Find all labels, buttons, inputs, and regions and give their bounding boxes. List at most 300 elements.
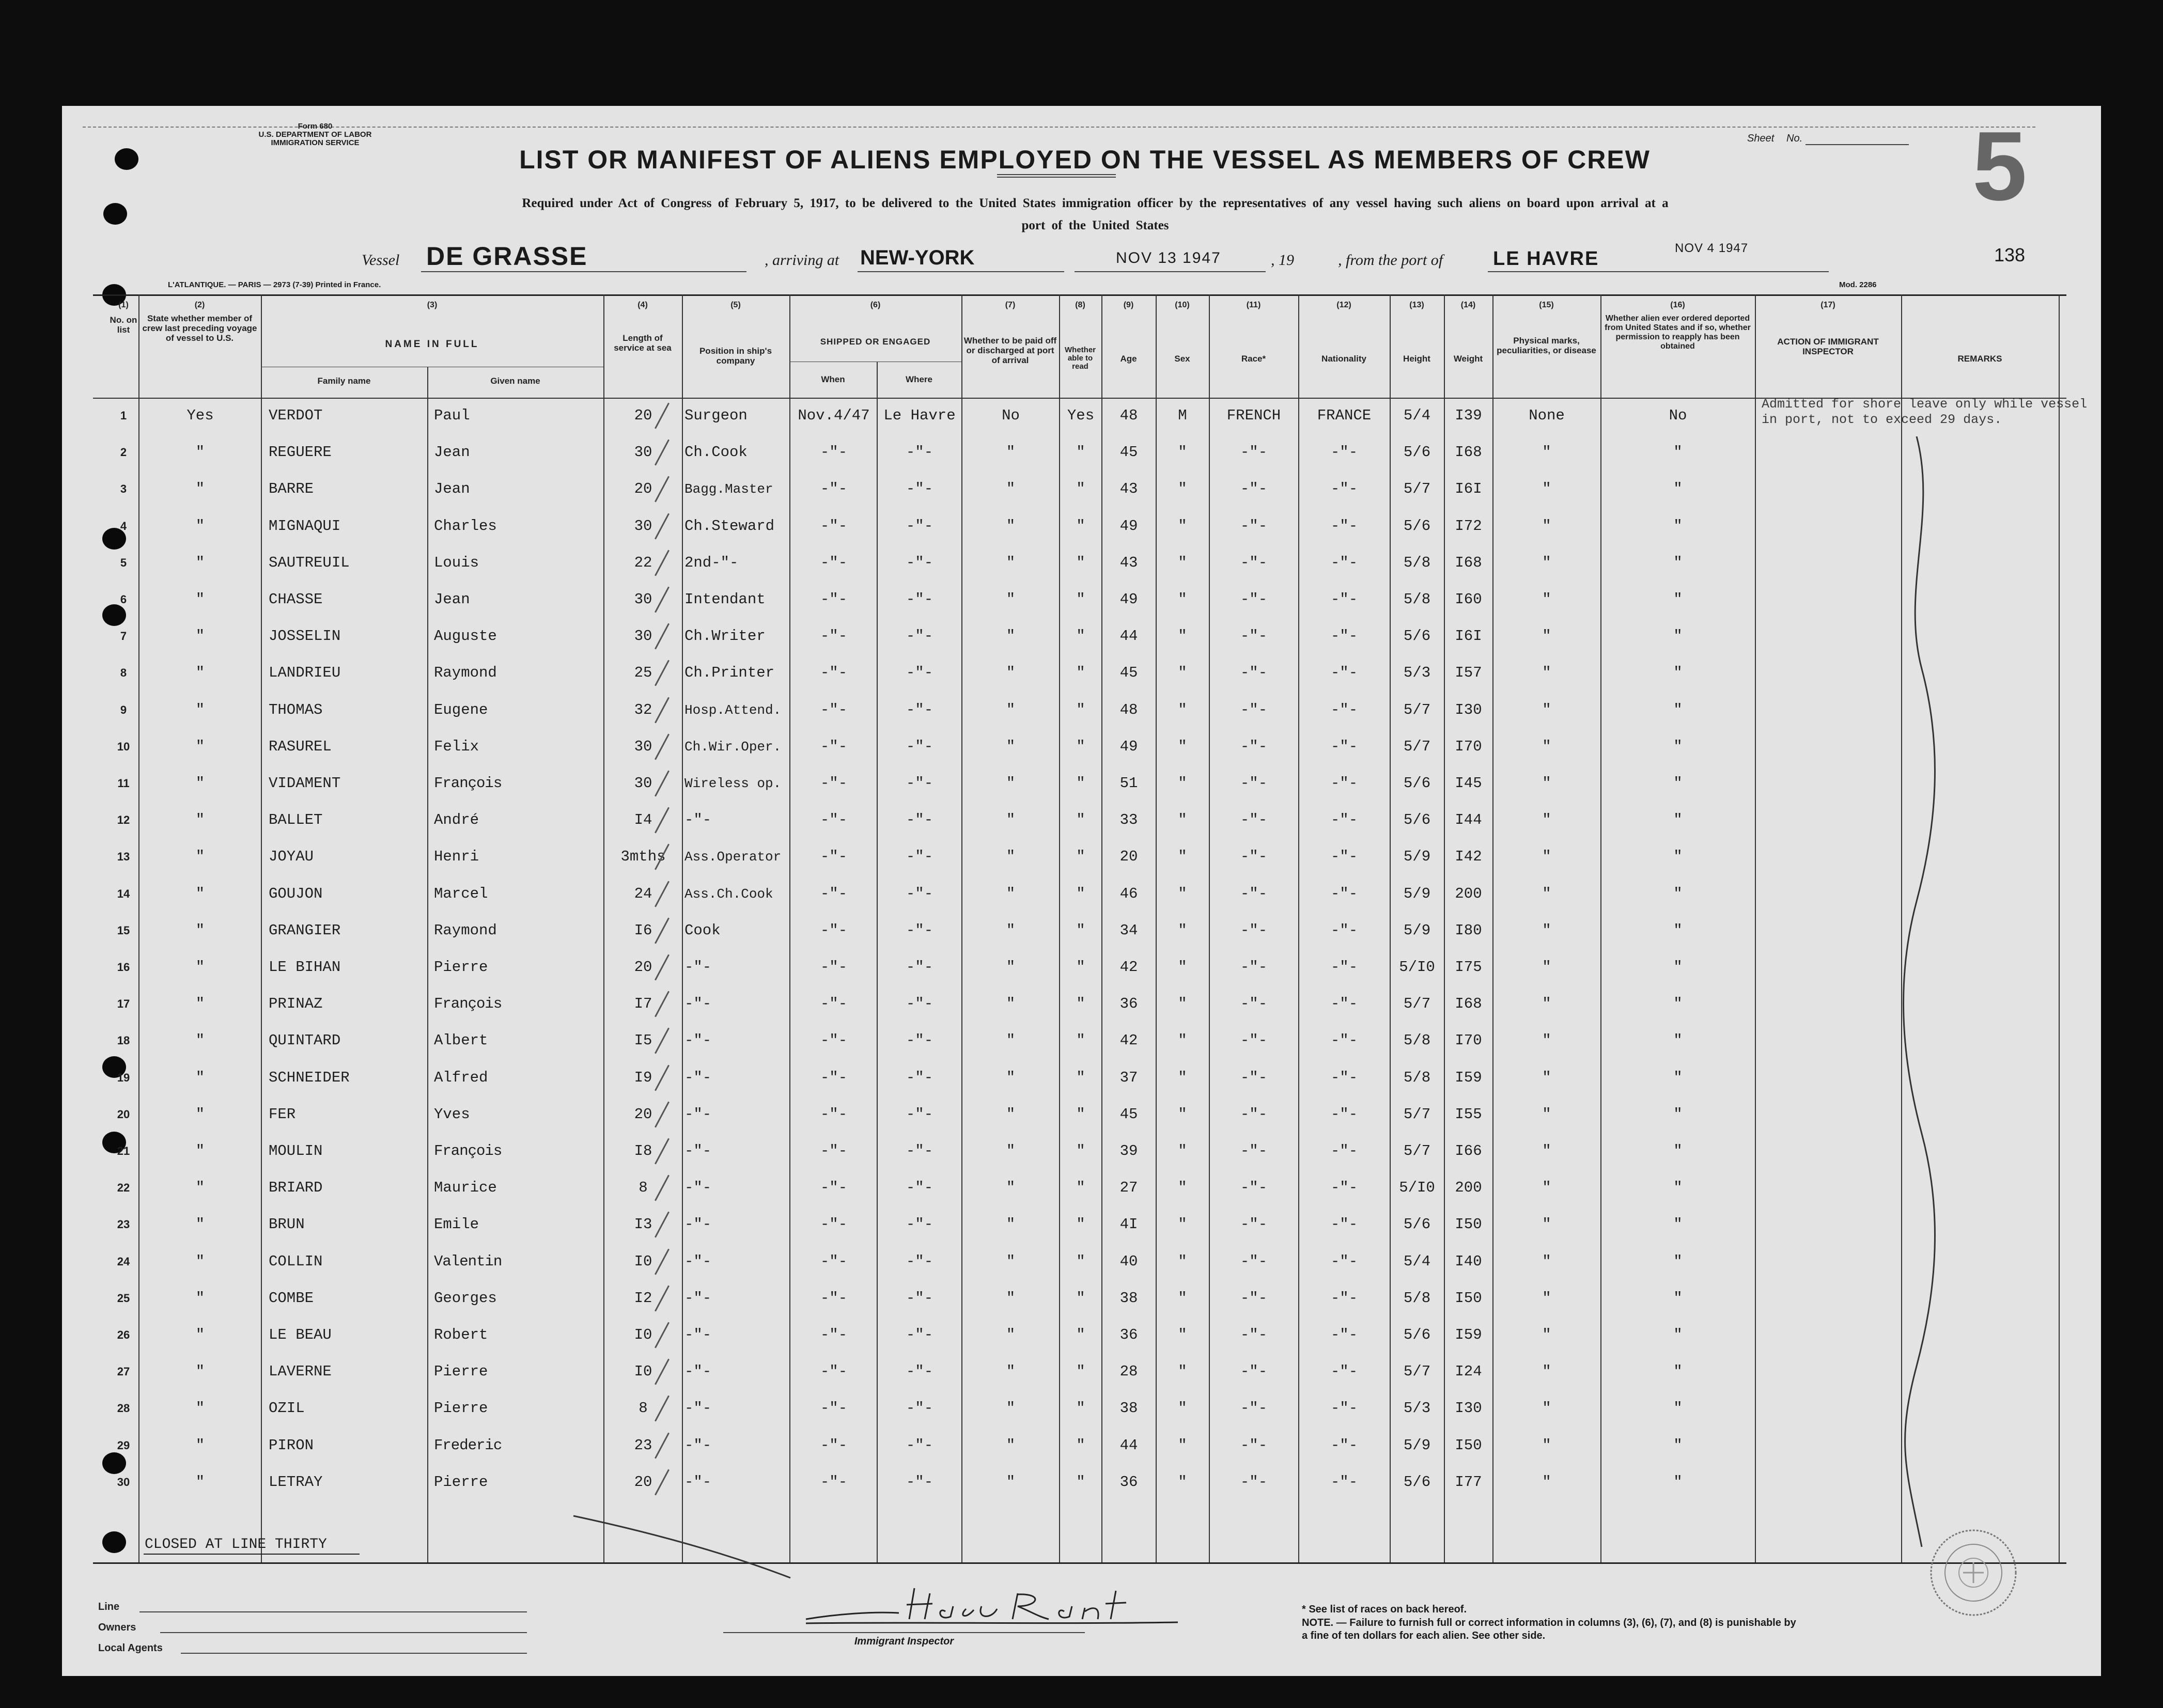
height-cell: 5/I0 xyxy=(1399,1179,1435,1197)
physical-marks-cell: " xyxy=(1542,517,1551,535)
height-cell: 5/4 xyxy=(1403,1252,1431,1270)
age-cell: 38 xyxy=(1119,1289,1138,1307)
age-cell: 43 xyxy=(1119,480,1138,498)
previous-voyage-cell: " xyxy=(195,1142,205,1159)
shipped-when-cell: -"- xyxy=(820,885,848,902)
age-cell: 44 xyxy=(1119,628,1138,645)
nationality-cell: -"- xyxy=(1330,1400,1358,1417)
nationality-cell: -"- xyxy=(1330,1069,1358,1086)
weight-cell: I6I xyxy=(1455,628,1482,645)
deported-cell: " xyxy=(1673,959,1683,976)
paid-off-cell: " xyxy=(1006,1436,1016,1454)
given-name-cell: Pierre xyxy=(434,959,488,976)
position-cell: -"- xyxy=(684,1142,712,1159)
table-row xyxy=(62,1133,2101,1169)
row-number: 12 xyxy=(117,813,130,827)
shipped-when-cell: -"- xyxy=(820,811,848,829)
service-length-cell: 30 xyxy=(634,591,652,608)
physical-marks-cell: " xyxy=(1542,1473,1551,1491)
family-name-cell: COLLIN xyxy=(269,1252,323,1270)
race-cell: -"- xyxy=(1240,775,1268,792)
nationality-cell: -"- xyxy=(1330,885,1358,902)
height-cell: 5/9 xyxy=(1403,1436,1431,1454)
sex-cell: " xyxy=(1178,811,1187,829)
given-name-cell: Felix xyxy=(434,738,479,755)
given-name-cell: André xyxy=(434,811,479,829)
nationality-cell: -"- xyxy=(1330,921,1358,939)
deported-cell: " xyxy=(1673,480,1683,498)
service-length-cell: I3 xyxy=(634,1216,652,1233)
family-name-cell: PIRON xyxy=(269,1436,314,1454)
family-name-cell: CHASSE xyxy=(269,591,323,608)
deported-cell: " xyxy=(1673,444,1683,461)
age-cell: 51 xyxy=(1119,775,1138,792)
sex-cell: " xyxy=(1178,664,1187,682)
age-cell: 43 xyxy=(1119,554,1138,571)
shipped-when-cell: -"- xyxy=(820,517,848,535)
deported-cell: " xyxy=(1673,1363,1683,1381)
position-cell: Ch.Steward xyxy=(684,517,775,535)
col-num-6: (6) xyxy=(870,301,881,309)
age-cell: 36 xyxy=(1119,1326,1138,1343)
physical-marks-cell: None xyxy=(1529,407,1565,424)
service-length-cell: I4 xyxy=(634,811,652,829)
paid-off-cell: " xyxy=(1006,1363,1016,1381)
nationality-cell: -"- xyxy=(1330,628,1358,645)
position-cell: -"- xyxy=(684,1400,712,1417)
given-name-cell: Raymond xyxy=(434,664,497,682)
race-cell: -"- xyxy=(1240,1252,1268,1270)
race-cell: -"- xyxy=(1240,1032,1268,1049)
shipped-when-cell: -"- xyxy=(820,444,848,461)
weight-cell: I59 xyxy=(1455,1326,1482,1343)
inspector-signature xyxy=(796,1583,1188,1640)
paid-off-cell: " xyxy=(1006,664,1016,682)
from-port-label: , from the port of xyxy=(1338,252,1443,269)
deported-cell: " xyxy=(1673,1179,1683,1197)
paid-off-cell: " xyxy=(1006,444,1016,461)
given-name-cell: Pierre xyxy=(434,1473,488,1491)
position-cell: Ch.Writer xyxy=(684,628,766,645)
previous-voyage-cell: " xyxy=(195,995,205,1013)
position-cell: Ass.Ch.Cook xyxy=(684,886,773,902)
position-cell: Intendant xyxy=(684,591,766,608)
footer-line-label: Line xyxy=(98,1601,120,1612)
age-cell: 42 xyxy=(1119,1032,1138,1049)
height-cell: 5/9 xyxy=(1403,848,1431,866)
height-cell: 5/6 xyxy=(1403,1473,1431,1491)
nationality-cell: -"- xyxy=(1330,1179,1358,1197)
weight-cell: I50 xyxy=(1455,1436,1482,1454)
weight-cell: I44 xyxy=(1455,811,1482,829)
from-port: LE HAVRE xyxy=(1493,248,1599,270)
row-number: 8 xyxy=(120,666,127,680)
age-cell: 36 xyxy=(1119,995,1138,1013)
weight-cell: I6I xyxy=(1455,480,1482,498)
race-cell: -"- xyxy=(1240,885,1268,902)
able-to-read-cell: " xyxy=(1076,1436,1085,1454)
nationality-cell: -"- xyxy=(1330,1105,1358,1123)
sheet-label: Sheet xyxy=(1747,133,1775,144)
table-row xyxy=(62,839,2101,875)
able-to-read-cell: " xyxy=(1076,1289,1085,1307)
sex-cell: " xyxy=(1178,1032,1187,1049)
nationality-cell: -"- xyxy=(1330,1032,1358,1049)
nationality-cell: -"- xyxy=(1330,554,1358,571)
age-cell: 46 xyxy=(1119,885,1138,902)
row-number: 11 xyxy=(117,777,130,790)
height-cell: 5/3 xyxy=(1403,1400,1431,1417)
deported-cell: " xyxy=(1673,775,1683,792)
shipped-when-cell: -"- xyxy=(820,1326,848,1343)
header-physical-marks: Physical marks, peculiarities, or disease xyxy=(1497,336,1596,355)
shipped-when-cell: -"- xyxy=(820,1436,848,1454)
shipped-when-cell: -"- xyxy=(820,959,848,976)
row-number: 30 xyxy=(117,1475,130,1488)
weight-cell: I66 xyxy=(1455,1142,1482,1159)
given-name-cell: Valentin xyxy=(434,1252,502,1270)
shipped-when-cell: -"- xyxy=(820,995,848,1013)
position-cell: -"- xyxy=(684,1216,712,1233)
deported-cell: " xyxy=(1673,1069,1683,1086)
height-cell: 5/8 xyxy=(1403,1069,1431,1086)
nationality-cell: -"- xyxy=(1330,811,1358,829)
row-number: 19 xyxy=(117,1071,130,1084)
height-cell: 5/6 xyxy=(1403,444,1431,461)
position-cell: -"- xyxy=(684,1436,712,1454)
sex-cell: " xyxy=(1178,848,1187,866)
shipped-when-cell: -"- xyxy=(820,1069,848,1086)
header-shipped-or-engaged: SHIPPED OR ENGAGED xyxy=(820,337,931,347)
stamp-number: 138 xyxy=(1994,244,2026,265)
shipped-where-cell: -"- xyxy=(906,591,933,608)
service-length-cell: 30 xyxy=(634,738,652,755)
weight-cell: I75 xyxy=(1455,959,1482,976)
age-cell: 36 xyxy=(1119,1473,1138,1491)
deported-cell: " xyxy=(1673,1289,1683,1307)
race-cell: -"- xyxy=(1240,628,1268,645)
table-row xyxy=(62,1354,2101,1390)
previous-voyage-cell: " xyxy=(195,444,205,461)
family-name-cell: SAUTREUIL xyxy=(269,554,350,571)
header-no-on-list: No. on list xyxy=(110,315,137,335)
race-cell: -"- xyxy=(1240,1363,1268,1381)
height-cell: 5/3 xyxy=(1403,664,1431,682)
table-row xyxy=(62,1170,2101,1206)
sex-cell: " xyxy=(1178,480,1187,498)
footer-local-agents-label: Local Agents xyxy=(98,1642,163,1654)
given-name-cell: Georges xyxy=(434,1289,497,1307)
sex-cell: " xyxy=(1178,554,1187,571)
shipped-when-cell: -"- xyxy=(820,1473,848,1491)
height-cell: 5/7 xyxy=(1403,480,1431,498)
header-name-in-full: NAME IN FULL xyxy=(385,339,479,350)
family-name-cell: REGUERE xyxy=(269,444,332,461)
previous-voyage-cell: " xyxy=(195,738,205,755)
position-cell: Ch.Printer xyxy=(684,664,775,682)
weight-cell: I39 xyxy=(1455,407,1482,424)
row-number: 20 xyxy=(117,1107,130,1121)
nationality-cell: -"- xyxy=(1330,1363,1358,1381)
previous-voyage-cell: " xyxy=(195,1216,205,1233)
given-name-cell: Jean xyxy=(434,480,470,498)
arriving-label: , arriving at xyxy=(765,252,839,269)
deported-cell: " xyxy=(1673,1105,1683,1123)
position-cell: Ch.Cook xyxy=(684,444,748,461)
shipped-where-cell: -"- xyxy=(906,1326,933,1343)
sex-cell: " xyxy=(1178,1105,1187,1123)
paid-off-cell: " xyxy=(1006,775,1016,792)
deported-cell: " xyxy=(1673,1436,1683,1454)
header-weight: Weight xyxy=(1453,354,1483,364)
paid-off-cell: " xyxy=(1006,738,1016,755)
age-cell: 28 xyxy=(1119,1363,1138,1381)
paid-off-cell: " xyxy=(1006,959,1016,976)
paid-off-cell: No xyxy=(1002,407,1020,424)
given-name-cell: Jean xyxy=(434,444,470,461)
col-num-1: (1) xyxy=(118,301,129,309)
col-num-2: (2) xyxy=(194,301,205,309)
weight-cell: 200 xyxy=(1455,1179,1482,1197)
weight-cell: I50 xyxy=(1455,1216,1482,1233)
table-row xyxy=(62,913,2101,949)
punch-hole xyxy=(103,203,127,225)
col-num-11: (11) xyxy=(1246,301,1261,309)
row-number: 16 xyxy=(117,961,130,974)
family-name-cell: PRINAZ xyxy=(269,995,323,1013)
race-note: * See list of races on back hereof. xyxy=(1302,1604,1467,1615)
table-row xyxy=(62,1023,2101,1059)
race-cell: -"- xyxy=(1240,848,1268,866)
family-name-cell: JOSSELIN xyxy=(269,628,341,645)
physical-marks-cell: " xyxy=(1542,591,1551,608)
header-deported: Whether alien ever ordered deported from United States and if so, whether permission to reapply has been obtained xyxy=(1605,314,1751,351)
given-name-cell: Louis xyxy=(434,554,479,571)
shipped-where-cell: -"- xyxy=(906,1069,933,1086)
race-cell: -"- xyxy=(1240,995,1268,1013)
vessel-name: DE GRASSE xyxy=(426,242,588,271)
paid-off-cell: " xyxy=(1006,885,1016,902)
height-cell: 5/7 xyxy=(1403,738,1431,755)
physical-marks-cell: " xyxy=(1542,885,1551,902)
family-name-cell: BRUN xyxy=(269,1216,305,1233)
age-cell: 38 xyxy=(1119,1400,1138,1417)
service-length-cell: 20 xyxy=(634,407,652,424)
table-row xyxy=(62,1206,2101,1243)
weight-cell: I77 xyxy=(1455,1473,1482,1491)
height-cell: 5/8 xyxy=(1403,591,1431,608)
sex-cell: " xyxy=(1178,1363,1187,1381)
race-cell: -"- xyxy=(1240,1289,1268,1307)
deported-cell: " xyxy=(1673,1473,1683,1491)
required-line-2: port of the United States xyxy=(1021,218,1169,232)
physical-marks-cell: " xyxy=(1542,701,1551,718)
position-cell: -"- xyxy=(684,1289,712,1307)
family-name-cell: LE BEAU xyxy=(269,1326,332,1343)
age-cell: 48 xyxy=(1119,701,1138,718)
previous-voyage-cell: " xyxy=(195,1179,205,1197)
header-able-to-read: Whether able to read xyxy=(1065,346,1096,371)
shipped-where-cell: -"- xyxy=(906,1105,933,1123)
paid-off-cell: " xyxy=(1006,1473,1016,1491)
row-number: 21 xyxy=(117,1145,130,1157)
age-cell: 49 xyxy=(1119,738,1138,755)
shipped-where-cell: -"- xyxy=(906,1473,933,1491)
header-race: Race* xyxy=(1241,354,1266,364)
col-num-5: (5) xyxy=(730,301,741,309)
table-row xyxy=(62,508,2101,544)
table-row xyxy=(62,545,2101,581)
deported-cell: " xyxy=(1673,811,1683,829)
deported-cell: " xyxy=(1673,701,1683,718)
weight-cell: I68 xyxy=(1455,995,1482,1013)
family-name-cell: RASUREL xyxy=(269,738,332,755)
previous-voyage-cell: " xyxy=(195,1069,205,1086)
given-name-cell: Charles xyxy=(434,517,497,535)
table-row xyxy=(62,434,2101,471)
age-cell: 40 xyxy=(1119,1252,1138,1270)
shipped-when-cell: -"- xyxy=(820,775,848,792)
shipped-when-cell: -"- xyxy=(820,1216,848,1233)
arrival-date-stamp: NOV 13 1947 xyxy=(1116,249,1221,267)
table-row xyxy=(62,1428,2101,1464)
closed-at-line-note: CLOSED AT LINE THIRTY xyxy=(145,1537,327,1553)
shipped-where-cell: -"- xyxy=(906,664,933,682)
header-family-name: Family name xyxy=(317,376,371,386)
physical-marks-cell: " xyxy=(1542,1179,1551,1197)
service-length-cell: 20 xyxy=(634,1105,652,1123)
height-cell: 5/6 xyxy=(1403,775,1431,792)
previous-voyage-cell: " xyxy=(195,848,205,866)
able-to-read-cell: Yes xyxy=(1067,407,1095,424)
weight-cell: 200 xyxy=(1455,885,1482,902)
form-number: Form 680 xyxy=(298,122,333,131)
weight-cell: I42 xyxy=(1455,848,1482,866)
race-cell: -"- xyxy=(1240,554,1268,571)
given-name-cell: François xyxy=(434,775,502,792)
previous-voyage-cell: " xyxy=(195,921,205,939)
previous-voyage-cell: " xyxy=(195,591,205,608)
service-length-cell: 8 xyxy=(639,1179,648,1197)
table-row xyxy=(62,1096,2101,1133)
shipped-where-cell: -"- xyxy=(906,885,933,902)
height-cell: 5/I0 xyxy=(1399,959,1435,976)
height-cell: 5/8 xyxy=(1403,1289,1431,1307)
previous-voyage-cell: " xyxy=(195,1363,205,1381)
race-cell: -"- xyxy=(1240,1326,1268,1343)
action-note: Admitted for shore leave only while vessel in port, not to exceed 29 days. xyxy=(1762,397,2088,427)
race-cell: -"- xyxy=(1240,517,1268,535)
family-name-cell: BARRE xyxy=(269,480,314,498)
sex-cell: " xyxy=(1178,628,1187,645)
position-cell: -"- xyxy=(684,1252,712,1270)
service-length-cell: I0 xyxy=(634,1363,652,1381)
row-number: 3 xyxy=(120,482,127,496)
able-to-read-cell: " xyxy=(1076,921,1085,939)
sex-cell: " xyxy=(1178,1216,1187,1233)
previous-voyage-cell: " xyxy=(195,517,205,535)
shipped-when-cell: -"- xyxy=(820,664,848,682)
table-row xyxy=(62,949,2101,985)
page-title: LIST OR MANIFEST OF ALIENS EMPLOYED ON THE VESSEL AS MEMBERS OF CREW xyxy=(519,145,1651,174)
height-cell: 5/6 xyxy=(1403,628,1431,645)
height-cell: 5/7 xyxy=(1403,1363,1431,1381)
physical-marks-cell: " xyxy=(1542,811,1551,829)
shipped-when-cell: -"- xyxy=(820,1289,848,1307)
given-name-cell: Frederic xyxy=(434,1436,502,1454)
nationality-cell: -"- xyxy=(1330,1216,1358,1233)
race-cell: -"- xyxy=(1240,1142,1268,1159)
able-to-read-cell: " xyxy=(1076,738,1085,755)
deported-cell: " xyxy=(1673,1252,1683,1270)
physical-marks-cell: " xyxy=(1542,1436,1551,1454)
shipped-when-cell: -"- xyxy=(820,1363,848,1381)
col-num-14: (14) xyxy=(1460,301,1476,309)
sex-cell: " xyxy=(1178,1473,1187,1491)
physical-marks-cell: " xyxy=(1542,1105,1551,1123)
table-row xyxy=(62,1244,2101,1280)
row-number: 14 xyxy=(117,887,130,900)
nationality-cell: -"- xyxy=(1330,1473,1358,1491)
header-length-of-service: Length of service at sea xyxy=(614,333,672,353)
row-number: 15 xyxy=(117,923,130,937)
table-row xyxy=(62,655,2101,691)
mod-number: Mod. 2286 xyxy=(1839,280,1877,289)
deported-cell: " xyxy=(1673,1400,1683,1417)
shipped-when-cell: -"- xyxy=(820,1179,848,1197)
deported-cell: " xyxy=(1673,848,1683,866)
nationality-cell: -"- xyxy=(1330,1289,1358,1307)
height-cell: 5/9 xyxy=(1403,921,1431,939)
service-length-cell: I8 xyxy=(634,1142,652,1159)
table-row xyxy=(62,876,2101,912)
weight-cell: I68 xyxy=(1455,554,1482,571)
col-num-8: (8) xyxy=(1075,301,1085,309)
race-cell: -"- xyxy=(1240,1216,1268,1233)
position-cell: Bagg.Master xyxy=(684,481,773,497)
shipped-when-cell: -"- xyxy=(820,554,848,571)
given-name-cell: Marcel xyxy=(434,885,488,902)
punch-hole xyxy=(102,1531,126,1553)
col-num-17: (17) xyxy=(1820,301,1835,309)
row-number: 18 xyxy=(117,1034,130,1047)
able-to-read-cell: " xyxy=(1076,517,1085,535)
family-name-cell: GRANGIER xyxy=(269,921,341,939)
nationality-cell: -"- xyxy=(1330,1326,1358,1343)
col-num-12: (12) xyxy=(1336,301,1351,309)
paid-off-cell: " xyxy=(1006,1105,1016,1123)
service-length-cell: I7 xyxy=(634,995,652,1013)
sex-cell: " xyxy=(1178,1179,1187,1197)
nationality-cell: -"- xyxy=(1330,848,1358,866)
given-name-cell: François xyxy=(434,995,502,1013)
row-number: 17 xyxy=(117,997,130,1011)
header-nationality: Nationality xyxy=(1321,354,1366,364)
able-to-read-cell: " xyxy=(1076,775,1085,792)
service-length-cell: 3mths xyxy=(620,848,666,866)
table-row xyxy=(62,1280,2101,1317)
required-line-1: Required under Act of Congress of February 5, 1917, to be delivered to the United States immigration officer by the representatives of any vessel having such aliens on board upon arrival at a xyxy=(522,196,1669,210)
deported-cell: " xyxy=(1673,664,1683,682)
service: IMMIGRATION SERVICE xyxy=(271,138,360,147)
able-to-read-cell: " xyxy=(1076,848,1085,866)
family-name-cell: VERDOT xyxy=(269,407,323,424)
able-to-read-cell: " xyxy=(1076,1179,1085,1197)
race-cell: -"- xyxy=(1240,591,1268,608)
shipped-when-cell: -"- xyxy=(820,1400,848,1417)
shipped-when-cell: -"- xyxy=(820,591,848,608)
sex-cell: " xyxy=(1178,995,1187,1013)
